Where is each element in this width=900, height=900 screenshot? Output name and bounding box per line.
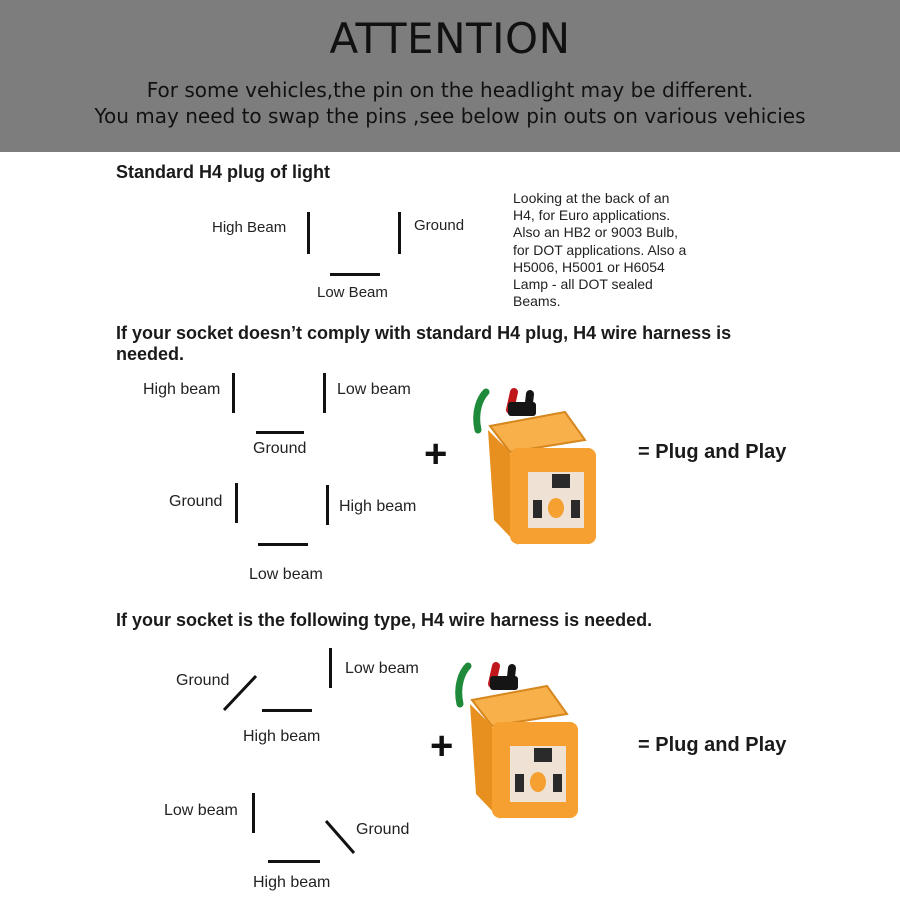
banner-line-2: You may need to swap the pins ,see below pin outs on various vehicies <box>94 104 806 128</box>
s2a-ground-label: Ground <box>253 440 307 457</box>
std-high-beam-pin <box>307 212 310 254</box>
s2a-low-beam-pin <box>323 373 326 413</box>
plus-icon: + <box>430 724 454 768</box>
s2b-high-beam-pin <box>326 485 329 525</box>
s3b-low-beam-label: Low beam <box>164 802 238 819</box>
s3a-ground-label: Ground <box>176 672 230 689</box>
s3-plug-and-play: = Plug and Play <box>638 734 787 756</box>
plus-icon: + <box>424 432 448 476</box>
s2b-low-beam-label: Low beam <box>249 566 323 583</box>
s2a-ground-pin <box>256 431 304 434</box>
note-line: Beams. <box>513 293 561 310</box>
attention-banner <box>0 0 900 152</box>
h4-connector-icon <box>452 664 602 824</box>
note-line: Lamp - all DOT sealed <box>513 276 653 293</box>
section2-heading-line: If your socket doesn’t comply with standard H4 plug, H4 wire harness is <box>116 323 732 343</box>
section3-heading: If your socket is the following type, H4 wire harness is needed. <box>116 610 653 630</box>
note-line: for DOT applications. Also a <box>513 241 687 258</box>
s2-plug-and-play: = Plug and Play <box>638 441 787 463</box>
s2b-ground-pin <box>235 483 238 523</box>
s2b-high-beam-label: High beam <box>339 498 417 515</box>
note-line: Also an HB2 or 9003 Bulb, <box>513 224 678 241</box>
s3a-high-beam-pin <box>262 709 312 712</box>
standard-note <box>513 190 723 310</box>
s3b-high-beam-pin <box>268 860 320 863</box>
std-low-beam-pin <box>330 273 380 276</box>
note-line: H4, for Euro applications. <box>513 207 671 224</box>
banner-line-1: For some vehicles,the pin on the headlight may be different. <box>146 78 754 102</box>
note-line: H5006, H5001 or H6054 <box>513 258 665 275</box>
s3a-high-beam-label: High beam <box>243 728 321 745</box>
s3b-high-beam-label: High beam <box>253 874 331 891</box>
std-high-beam-label: High Beam <box>212 219 287 236</box>
s3b-low-beam-pin <box>252 793 255 833</box>
s3a-ground-pin <box>220 672 260 714</box>
s2a-high-beam-label: High beam <box>143 381 221 398</box>
s3b-ground-label: Ground <box>356 821 410 838</box>
s3a-low-beam-label: Low beam <box>345 660 419 677</box>
h4-connector-icon <box>470 390 620 550</box>
standard-heading: Standard H4 plug of light <box>116 162 330 182</box>
std-low-beam-label: Low Beam <box>317 284 388 301</box>
std-ground-label: Ground <box>414 217 465 234</box>
section2-heading-line: needed. <box>116 344 185 364</box>
note-line: Looking at the back of an <box>513 190 670 206</box>
std-ground-pin <box>398 212 401 254</box>
section2-heading <box>116 323 731 365</box>
s2a-low-beam-label: Low beam <box>337 381 411 398</box>
s2b-low-beam-pin <box>258 543 308 546</box>
s3a-low-beam-pin <box>329 648 332 688</box>
banner-title: ATTENTION <box>329 14 571 63</box>
s2b-ground-label: Ground <box>169 493 223 510</box>
s2a-high-beam-pin <box>232 373 235 413</box>
